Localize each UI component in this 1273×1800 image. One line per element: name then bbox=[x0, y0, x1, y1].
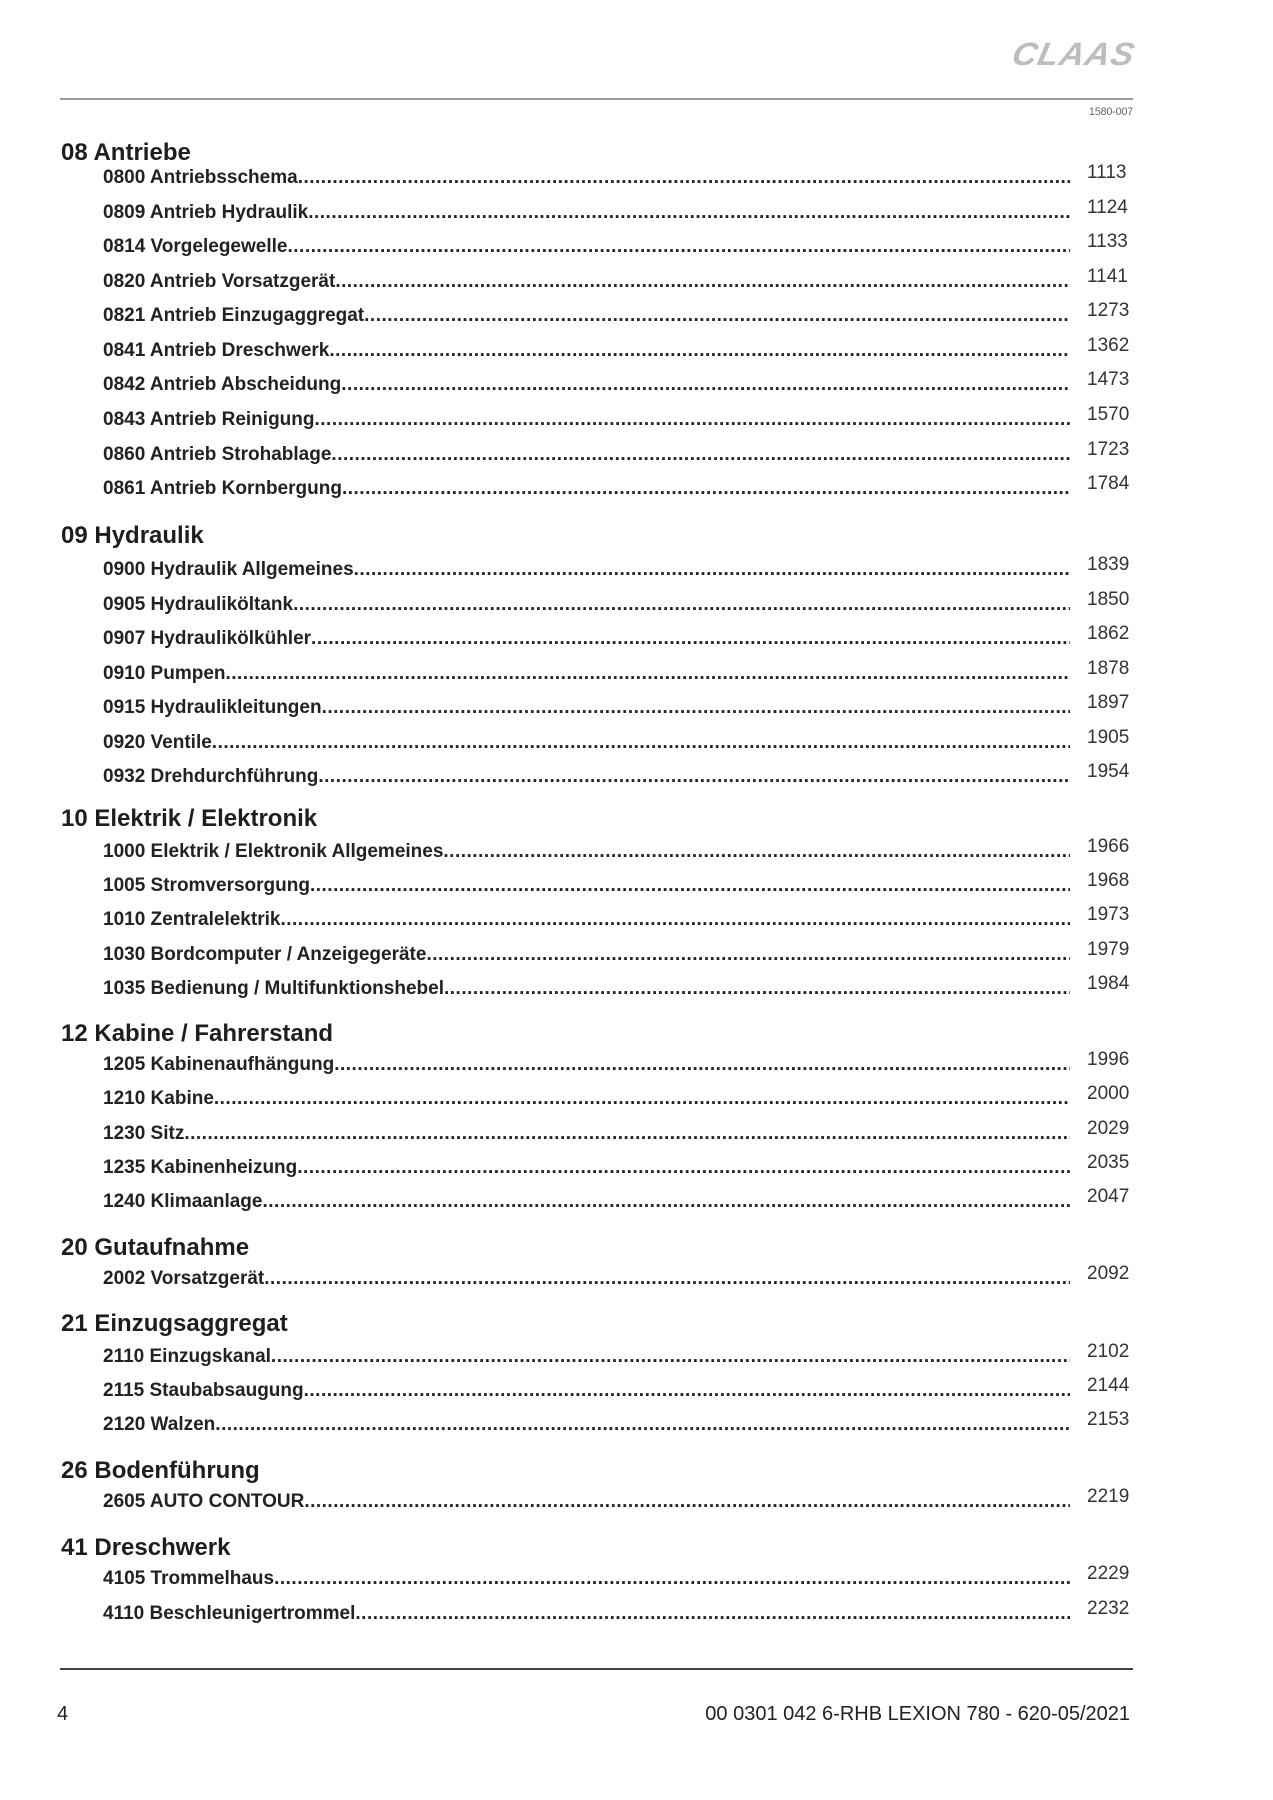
dot-leader bbox=[444, 978, 1070, 1000]
toc-entry-label: 0814 Vorgelegewelle bbox=[103, 236, 288, 257]
dot-leader bbox=[331, 444, 1070, 466]
toc-entry[interactable] bbox=[103, 1380, 1070, 1402]
toc-entry-label: 1035 Bedienung / Multifunktionshebel bbox=[103, 978, 444, 999]
toc-page-number[interactable]: 1979 bbox=[1087, 939, 1130, 960]
toc-entry-label: 1235 Kabinenheizung bbox=[103, 1157, 298, 1178]
document-reference: 1580-007 bbox=[1088, 106, 1133, 118]
toc-entry-label: 0915 Hydraulikleitungen bbox=[103, 697, 322, 718]
toc-page-number[interactable]: 2102 bbox=[1087, 1341, 1130, 1362]
toc-entry[interactable] bbox=[103, 305, 1070, 327]
toc-entry-label: 0820 Antrieb Vorsatzgerät bbox=[103, 271, 336, 292]
toc-entry-label: 0800 Antriebsschema bbox=[103, 167, 298, 188]
toc-entry[interactable] bbox=[103, 444, 1070, 466]
toc-entry[interactable] bbox=[103, 1054, 1070, 1076]
toc-entry-label: 1010 Zentralelektrik bbox=[103, 909, 281, 930]
section-heading: 21 Einzugsaggregat bbox=[61, 1310, 288, 1337]
toc-entry-label: 2110 Einzugskanal bbox=[103, 1346, 271, 1367]
section-heading: 26 Bodenführung bbox=[61, 1457, 260, 1484]
toc-page-number[interactable]: 2153 bbox=[1087, 1409, 1130, 1430]
dot-leader bbox=[315, 409, 1071, 431]
toc-entry[interactable] bbox=[103, 1603, 1070, 1625]
dot-leader bbox=[426, 944, 1070, 966]
toc-entry[interactable] bbox=[103, 1568, 1070, 1590]
toc-page-number[interactable]: 1570 bbox=[1087, 404, 1130, 425]
toc-entry-label: 1205 Kabinenaufhängung bbox=[103, 1054, 335, 1075]
dot-leader bbox=[335, 271, 1070, 293]
toc-entry-label: 0920 Ventile bbox=[103, 732, 212, 753]
dot-leader bbox=[184, 1123, 1070, 1145]
section-heading: 20 Gutaufnahme bbox=[61, 1234, 250, 1261]
footer-rule bbox=[60, 1668, 1133, 1670]
toc-entry-label: 0932 Drehdurchführung bbox=[103, 766, 319, 787]
toc-page-number[interactable]: 1966 bbox=[1087, 836, 1130, 857]
toc-page-number[interactable]: 2047 bbox=[1087, 1186, 1130, 1207]
toc-page-number[interactable]: 1878 bbox=[1087, 658, 1130, 679]
toc-entry[interactable] bbox=[103, 1088, 1070, 1110]
dot-leader bbox=[322, 697, 1070, 719]
dot-leader bbox=[341, 374, 1070, 396]
section-heading: 12 Kabine / Fahrerstand bbox=[61, 1020, 334, 1047]
toc-entry-label: 0910 Pumpen bbox=[103, 663, 226, 684]
toc-entry[interactable] bbox=[103, 1414, 1070, 1436]
toc-page-number[interactable]: 1973 bbox=[1087, 904, 1130, 925]
toc-page-number[interactable]: 1862 bbox=[1087, 623, 1130, 644]
toc-entry[interactable] bbox=[103, 478, 1070, 500]
toc-entry-label: 2115 Staubabsaugung bbox=[103, 1380, 304, 1401]
toc-page-number[interactable]: 1273 bbox=[1087, 300, 1130, 321]
toc-page-number[interactable]: 1124 bbox=[1087, 197, 1128, 218]
dot-leader bbox=[287, 236, 1070, 258]
dot-leader bbox=[298, 167, 1070, 189]
toc-entry[interactable] bbox=[103, 1157, 1070, 1179]
toc-page-number[interactable]: 1897 bbox=[1087, 692, 1130, 713]
toc-entry[interactable] bbox=[103, 944, 1070, 966]
toc-page-number[interactable]: 2029 bbox=[1087, 1118, 1130, 1139]
dot-leader bbox=[271, 1346, 1070, 1368]
dot-leader bbox=[212, 732, 1070, 754]
toc-entry[interactable] bbox=[103, 697, 1070, 719]
section-heading: 10 Elektrik / Elektronik bbox=[61, 805, 318, 832]
footer-page-number: 4 bbox=[57, 1703, 69, 1725]
header-rule bbox=[60, 98, 1133, 100]
toc-entry[interactable] bbox=[103, 628, 1070, 650]
toc-entry-label: 2120 Walzen bbox=[103, 1414, 216, 1435]
toc-page-number[interactable]: 1113 bbox=[1087, 162, 1127, 183]
toc-entry[interactable] bbox=[103, 1491, 1070, 1513]
toc-page-number[interactable]: 1839 bbox=[1087, 554, 1130, 575]
toc-entry-label: 1005 Stromversorgung bbox=[103, 875, 310, 896]
dot-leader bbox=[355, 1603, 1070, 1625]
toc-entry[interactable] bbox=[103, 766, 1070, 788]
toc-entry[interactable] bbox=[103, 1123, 1070, 1145]
toc-entry[interactable] bbox=[103, 236, 1070, 258]
toc-entry[interactable] bbox=[103, 374, 1070, 396]
toc-page-number[interactable]: 1984 bbox=[1087, 973, 1130, 994]
section-heading: 09 Hydraulik bbox=[61, 522, 204, 549]
toc-entry[interactable] bbox=[103, 594, 1070, 616]
toc-page-number[interactable]: 1784 bbox=[1087, 473, 1130, 494]
dot-leader bbox=[354, 559, 1070, 581]
toc-entry[interactable] bbox=[103, 909, 1070, 931]
dot-leader bbox=[329, 340, 1070, 362]
footer-document-info: 00 0301 042 6-RHB LEXION 780 - 620-05/2021 bbox=[705, 1703, 1130, 1725]
dot-leader bbox=[304, 1380, 1070, 1402]
toc-entry-label: 0841 Antrieb Dreschwerk bbox=[103, 340, 330, 361]
toc-entry[interactable] bbox=[103, 875, 1070, 897]
toc-entry[interactable] bbox=[103, 559, 1070, 581]
toc-entry-label: 0861 Antrieb Kornbergung bbox=[103, 478, 342, 499]
dot-leader bbox=[310, 875, 1070, 897]
dot-leader bbox=[280, 909, 1070, 931]
toc-entry-label: 1230 Sitz bbox=[103, 1123, 185, 1144]
toc-page-number[interactable]: 2144 bbox=[1087, 1375, 1130, 1396]
toc-entry[interactable] bbox=[103, 1268, 1070, 1290]
toc-entry[interactable] bbox=[103, 732, 1070, 754]
dot-leader bbox=[342, 478, 1070, 500]
toc-entry-label: 2002 Vorsatzgerät bbox=[103, 1268, 265, 1289]
toc-page-number[interactable]: 2229 bbox=[1087, 1563, 1130, 1584]
toc-page-number[interactable]: 1905 bbox=[1087, 727, 1130, 748]
toc-page-number[interactable]: 1968 bbox=[1087, 870, 1130, 891]
toc-entry-label: 0905 Hydrauliköltank bbox=[103, 594, 294, 615]
dot-leader bbox=[334, 1054, 1070, 1076]
toc-entry[interactable] bbox=[103, 271, 1070, 293]
toc-entry[interactable] bbox=[103, 409, 1070, 431]
toc-page-number[interactable]: 1723 bbox=[1087, 439, 1130, 460]
toc-page-number[interactable]: 1133 bbox=[1087, 231, 1128, 252]
toc-entry-label: 1030 Bordcomputer / Anzeigegeräte bbox=[103, 944, 427, 965]
dot-leader bbox=[262, 1191, 1070, 1213]
toc-page-number[interactable]: 2000 bbox=[1087, 1083, 1130, 1104]
claas-logo: CLAAS bbox=[1008, 36, 1139, 73]
dot-leader bbox=[304, 1491, 1070, 1513]
toc-entry-label: 0860 Antrieb Strohablage bbox=[103, 444, 332, 465]
dot-leader bbox=[297, 1157, 1070, 1179]
dot-leader bbox=[226, 663, 1071, 685]
toc-entry-label: 0843 Antrieb Reinigung bbox=[103, 409, 315, 430]
section-heading: 08 Antriebe bbox=[61, 139, 191, 166]
dot-leader bbox=[364, 305, 1070, 327]
toc-entry[interactable] bbox=[103, 978, 1070, 1000]
toc-page-number[interactable]: 1954 bbox=[1087, 761, 1130, 782]
dot-leader bbox=[308, 202, 1070, 224]
toc-entry-label: 1000 Elektrik / Elektronik Allgemeines bbox=[103, 841, 444, 862]
toc-entry-label: 1240 Klimaanlage bbox=[103, 1191, 263, 1212]
toc-entry[interactable] bbox=[103, 340, 1070, 362]
toc-page-number[interactable]: 1850 bbox=[1087, 589, 1130, 610]
toc-page-number[interactable]: 1362 bbox=[1087, 335, 1130, 356]
toc-entry[interactable] bbox=[103, 663, 1070, 685]
toc-entry-label: 0842 Antrieb Abscheidung bbox=[103, 374, 342, 395]
toc-entry[interactable] bbox=[103, 1191, 1070, 1213]
toc-entry-label: 1210 Kabine bbox=[103, 1088, 214, 1109]
section-heading: 41 Dreschwerk bbox=[61, 1534, 231, 1561]
toc-entry-label: 0907 Hydraulikölkühler bbox=[103, 628, 312, 649]
toc-page-number[interactable]: 1996 bbox=[1087, 1049, 1130, 1070]
toc-entry-label: 0809 Antrieb Hydraulik bbox=[103, 202, 309, 223]
toc-page-number[interactable]: 1473 bbox=[1087, 369, 1130, 390]
toc-page-number[interactable]: 2232 bbox=[1087, 1598, 1130, 1619]
dot-leader bbox=[443, 841, 1070, 863]
toc-page-number[interactable]: 2092 bbox=[1087, 1263, 1130, 1284]
toc-entry-label: 0821 Antrieb Einzugaggregat bbox=[103, 305, 365, 326]
toc-entry-label: 4105 Trommelhaus bbox=[103, 1568, 275, 1589]
toc-entry[interactable] bbox=[103, 841, 1070, 863]
toc-page-number[interactable]: 2035 bbox=[1087, 1152, 1130, 1173]
toc-entry-label: 2605 AUTO CONTOUR bbox=[103, 1491, 305, 1512]
dot-leader bbox=[214, 1088, 1070, 1110]
dot-leader bbox=[215, 1414, 1070, 1436]
toc-page-number[interactable]: 1141 bbox=[1087, 266, 1128, 287]
toc-entry-label: 0900 Hydraulik Allgemeines bbox=[103, 559, 354, 580]
toc-entry[interactable] bbox=[103, 167, 1070, 189]
toc-entry-label: 4110 Beschleunigertrommel bbox=[103, 1603, 356, 1624]
dot-leader bbox=[264, 1268, 1070, 1290]
toc-entry[interactable] bbox=[103, 1346, 1070, 1368]
dot-leader bbox=[311, 628, 1070, 650]
toc-page-number[interactable]: 2219 bbox=[1087, 1486, 1130, 1507]
toc-entry[interactable] bbox=[103, 202, 1070, 224]
dot-leader bbox=[274, 1568, 1070, 1590]
dot-leader bbox=[293, 594, 1070, 616]
dot-leader bbox=[318, 766, 1070, 788]
